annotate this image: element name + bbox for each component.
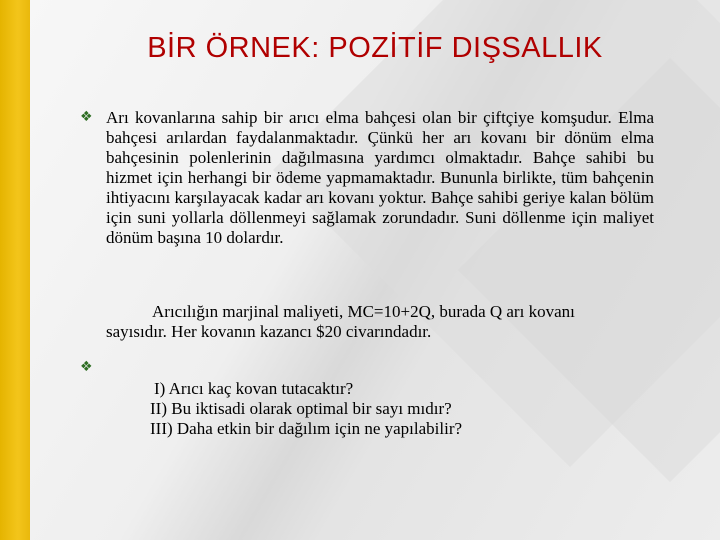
question-1: I) Arıcı kaç kovan tutacaktır? [154,379,354,398]
bullet-icon: ❖ [80,109,93,125]
bullet-icon: ❖ [80,359,93,375]
paragraph-cost: Arıcılığın marjinal maliyeti, MC=10+2Q, burada Q arı kovanı sayısıdır. Her kovanın kazancı $20 civarındadır. [106,302,575,341]
question-2: II) Bu iktisadi olarak optimal bir sayı mıdır? [150,399,452,418]
paragraph-scenario: Arı kovanlarına sahip bir arıcı elma bahçesi olan bir çiftçiye komşudur. Elma bahçesi arılardan faydalanmaktadır. Çünkü her arı kovanı bir dönüm elma bahçesinin polenlerinin dağılmasına yardımcı olmaktadır. Bahçe sahibi bu hizmet için herhangi bir ödeme yapmamaktadır. Bununla birlikte, tüm bahçenin ihtiyacını karşılayacak kadar arı kovanı yoktur. Bahçe sahibi geriye kalan bölüm için suni yollarla döllenmeyi sağlamak zorundadır. Suni döllenme için maliyet dönüm başına 10 dolardır. [106,108,654,247]
question-list [150,379,670,439]
slide-title: BİR ÖRNEK: POZİTİF DIŞSALLIK [147,32,603,64]
question-3: III) Daha etkin bir dağılım için ne yapılabilir? [150,419,463,438]
accent-bar [0,0,30,540]
